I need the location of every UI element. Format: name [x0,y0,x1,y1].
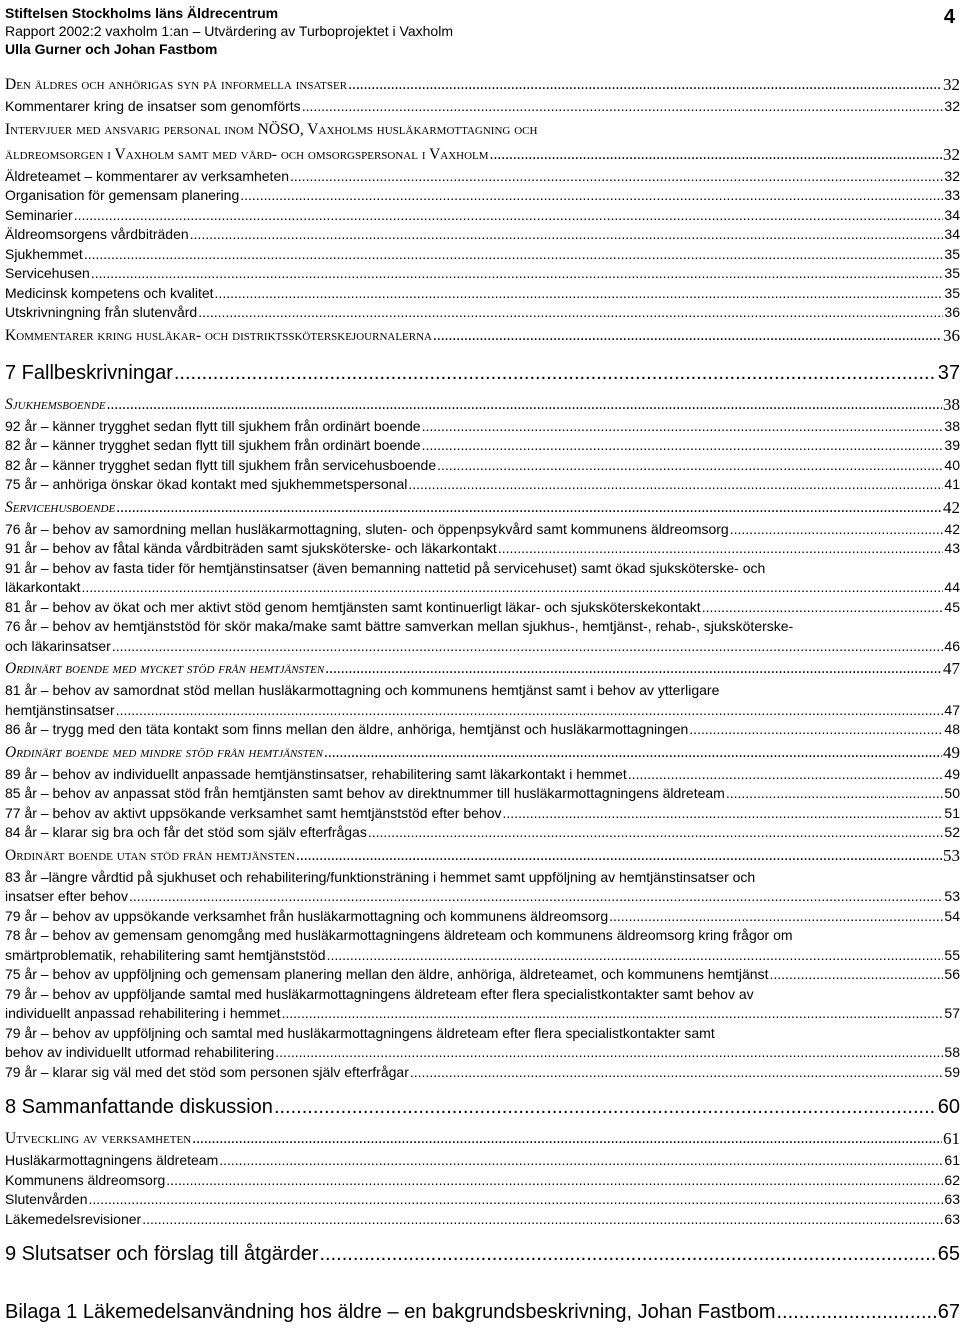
toc-entry[interactable] [5,1235,960,1273]
toc-entry-title: Utveckling av verksamheten [5,1130,192,1147]
toc-entry[interactable] [5,456,960,476]
toc-entry[interactable] [5,1190,960,1210]
toc-entry-page: 36 [943,325,960,345]
dot-leader [368,823,944,843]
dot-leader [503,804,944,824]
toc-entry-title: Kommentarer kring de insatser som genomförts [5,98,301,114]
toc-entry[interactable] [5,637,960,657]
header-authors: Ulla Gurner och Johan Fastbom [5,41,218,57]
dot-leader [81,578,943,598]
toc-entry-title: äldreomsorgen i Vaxholm samt med vård- och omsorgspersonal i Vaxholm [5,145,489,163]
toc-entry-title: hemtjänstinsatser [5,701,115,718]
toc-entry-page: 32 [943,144,960,164]
toc-entry-page: 47 [944,701,960,718]
dot-leader [129,887,943,907]
toc-entry[interactable] [5,495,960,520]
dot-leader [190,225,944,245]
toc-entry-page: 52 [944,824,960,840]
toc-entry-title: 92 år – känner trygghet sedan flytt till sjukhem från ordinärt boende [5,417,421,434]
table-of-contents [5,72,960,1331]
toc-entry[interactable] [5,186,960,206]
toc-entry-title: Servicehusboende [5,498,116,516]
toc-entry-title: Organisation för gemensam planering [5,187,240,203]
dot-leader [433,323,942,348]
toc-entry-title: läkarkontakt [5,579,81,595]
toc-entry-page: 49 [944,765,960,782]
toc-entry-title: Kommentarer kring husläkar- och distriktssköterskejournalerna [5,326,432,344]
toc-entry[interactable] [5,720,960,740]
toc-entry[interactable] [5,245,960,265]
toc-entry-title: Sjukhemsboende [5,395,106,413]
toc-entry-page: 49 [943,742,960,762]
dot-leader [219,1151,943,1171]
toc-entry[interactable] [5,843,960,868]
dot-leader [702,598,944,618]
toc-entry[interactable] [5,887,960,907]
header-organisation: Stiftelsen Stockholms läns Äldrecentrum [5,5,279,21]
toc-entry-line[interactable]: 83 år –längre vårdtid på sjukhuset och rehabilitering/funktionsträning i hemmet samt uppföljning av hemtjänstinsatser och [5,868,756,885]
toc-entry-title: 91 år – behov av fåtal kända vårdbiträden samt sjuksköterske- och läkarkontakt [5,540,497,556]
dot-leader [777,1293,937,1331]
dot-leader [324,740,942,765]
toc-entry[interactable] [5,97,960,117]
toc-entry-title: Den äldres och anhörigas syn på informella insatser [5,76,348,93]
toc-entry-title: Sjukhemmet [5,245,83,262]
dot-leader [166,1171,943,1191]
toc-entry-page: 42 [943,497,960,517]
toc-entry-page: 35 [944,245,960,262]
toc-entry-page: 37 [937,361,960,384]
toc-entry-title: smärtproblematik, rehabilitering samt hemtjänststöd [5,946,326,963]
toc-entry-page: 56 [944,966,960,982]
dot-leader [327,946,944,966]
toc-entry-page: 38 [944,417,960,434]
dot-leader [89,1190,944,1210]
toc-entry-page: 62 [944,1171,960,1188]
toc-entry-title: Seminarier [5,206,73,223]
toc-entry-title: 8 Sammanfattande diskussion [5,1096,273,1118]
toc-entry[interactable] [5,784,960,804]
toc-entry[interactable] [5,701,960,721]
toc-entry-title: Äldreomsorgens vårdbiträden [5,226,189,242]
toc-entry[interactable] [5,520,960,540]
toc-entry-page: 35 [944,265,960,281]
toc-entry-title: 7 Fallbeskrivningar [5,361,173,384]
dot-leader [410,1063,944,1083]
toc-entry-title: insatser efter behov [5,888,128,904]
spacer [5,1273,960,1293]
toc-entry-page: 43 [944,540,960,556]
toc-entry-page: 35 [944,284,960,301]
toc-entry-page: 53 [944,888,960,904]
toc-entry[interactable] [5,1063,960,1083]
toc-entry-title: 77 år – behov av aktivt uppsökande verksamhet samt hemtjänststöd efter behov [5,804,502,821]
toc-entry[interactable] [5,965,960,985]
toc-entry-page: 61 [943,1129,960,1148]
toc-entry[interactable] [5,907,960,927]
toc-entry-page: 63 [944,1191,960,1207]
toc-entry[interactable] [5,765,960,785]
dot-leader [74,206,944,226]
toc-entry-title: Ordinärt boende med mycket stöd från hemtjänsten [5,660,325,677]
toc-entry[interactable] [5,284,960,304]
dot-leader [422,436,944,456]
toc-entry-title: 79 år – klarar sig väl med det stöd som personen själv efterfrågar [5,1063,409,1080]
dot-leader [192,1126,942,1151]
toc-entry-line[interactable]: 78 år – behov av gemensam genomgång med husläkarmottagningens äldreteam och kommunens äldreomsorg kring frågor om [5,927,793,943]
dot-leader [490,142,942,167]
toc-entry-title: Ordinärt boende utan stöd från hemtjänsten [5,846,295,864]
toc-entry-page: 39 [944,437,960,453]
toc-entry-page: 67 [937,1301,960,1323]
toc-entry[interactable] [5,142,960,167]
toc-entry-page: 32 [944,167,960,184]
toc-entry-page: 32 [944,98,960,114]
toc-entry-page: 60 [937,1096,960,1118]
toc-entry[interactable] [5,167,960,187]
toc-entry[interactable] [5,1151,960,1171]
dot-leader [348,72,942,97]
dot-leader [422,417,944,437]
toc-entry-page: 65 [937,1243,960,1265]
toc-entry-page: 41 [944,476,960,492]
dot-leader [726,784,944,804]
header-report-title: Rapport 2002:2 vaxholm 1:an – Utvärdering av Turboprojektet i Vaxholm [5,23,453,39]
toc-entry-title: Läkemedelsrevisioner [5,1210,142,1227]
toc-entry-line[interactable]: 81 år – behov av samordnat stöd mellan husläkarmottagning och kommunens hemtjänst samt i behov av ytterligare [5,682,720,698]
dot-leader [290,167,943,187]
toc-entry[interactable] [5,436,960,456]
dot-leader [215,284,944,304]
running-header [5,4,453,58]
dot-leader [274,1088,937,1126]
toc-entry[interactable] [5,1043,960,1063]
toc-entry[interactable] [5,539,960,559]
toc-entry-page: 46 [944,637,960,654]
toc-entry-title: Kommunens äldreomsorg [5,1171,166,1188]
toc-entry[interactable] [5,804,960,824]
toc-entry[interactable] [5,206,960,226]
toc-entry-title: Utskrivningning från slutenvård [5,304,198,320]
dot-leader [437,456,943,476]
toc-entry-line[interactable]: 79 år – behov av uppföljande samtal med husläkarmottagningens äldreteam efter flera specialistkontakter samt behov av [5,985,754,1002]
toc-entry-page: 34 [944,226,960,242]
toc-entry[interactable] [5,264,960,284]
dot-leader [116,701,944,721]
toc-entry[interactable] [5,1293,960,1331]
toc-entry-line[interactable]: 79 år – behov av uppföljning och samtal med husläkarmottagningens äldreteam efter flera specialistkontakter samt [5,1024,715,1041]
toc-entry[interactable] [5,475,960,495]
toc-entry-page: 55 [944,946,960,963]
toc-entry-page: 59 [944,1063,960,1080]
toc-entry[interactable] [5,225,960,245]
dot-leader [107,392,942,417]
toc-entry-title: 82 år – känner trygghet sedan flytt till sjukhem från servicehusboende [5,456,437,473]
toc-entry-page: 34 [944,206,960,223]
toc-entry[interactable] [5,1210,960,1230]
toc-entry-title: 75 år – anhöriga önskar ökad kontakt med sjukhemmetspersonal [5,476,408,492]
toc-entry-page: 61 [944,1152,960,1168]
dot-leader [730,520,944,540]
toc-entry-title: Intervjuer med ansvarig personal inom NÖSO, Vaxholms husläkarmottagning och [5,120,538,138]
toc-entry-title: 86 år – trygg med den täta kontakt som finns mellan den äldre, anhöriga, hemtjänst och husläkarmottagningen [5,721,689,737]
dot-leader [240,186,943,206]
dot-leader [275,1043,943,1063]
toc-entry[interactable] [5,1088,960,1126]
dot-leader [408,475,943,495]
toc-entry-title: 9 Slutsatser och förslag till åtgärder [5,1243,319,1265]
page-number: 4 [943,6,955,28]
toc-entry-page: 33 [944,187,960,203]
toc-entry-title: Slutenvården [5,1191,88,1207]
toc-entry-title: 85 år – behov av anpassat stöd från hemtjänsten samt behov av direktnummer till husläkarmottagningens äldreteam [5,785,725,801]
toc-entry[interactable] [5,578,960,598]
toc-entry[interactable] [5,72,960,97]
toc-entry[interactable] [5,598,960,618]
toc-entry-page: 32 [943,75,960,94]
toc-entry[interactable] [5,303,960,323]
toc-entry-title: 89 år – behov av individuellt anpassade hemtjänstinsatser, rehabilitering samt läkarkontakt i hemmet [5,765,627,782]
dot-leader [116,495,942,520]
toc-entry-line[interactable]: 76 år – behov av hemtjänststöd för skör maka/make samt bättre samverkan mellan sjukhus-, hemtjänst-, rehab-, sjuksköterske- [5,618,794,634]
toc-entry-page: 54 [944,907,960,924]
toc-entry[interactable] [5,392,960,417]
toc-entry-title: Medicinsk kompetens och kvalitet [5,284,214,301]
toc-entry[interactable] [5,946,960,966]
toc-entry-title: 75 år – behov av uppföljning och gemensam planering mellan den äldre, anhöriga, äldreteamet, och kommunens hemtjänst [5,966,769,982]
dot-leader [628,765,944,785]
toc-entry[interactable] [5,117,960,142]
toc-entry-title: 82 år – känner trygghet sedan flytt till sjukhem från ordinärt boende [5,437,421,453]
toc-entry-title: behov av individuellt utformad rehabilitering [5,1044,275,1060]
toc-entry-title: och läkarinsatser [5,637,111,654]
toc-entry[interactable] [5,354,960,392]
toc-entry-page: 44 [944,579,960,595]
dot-leader [84,245,944,265]
toc-entry-page: 45 [944,598,960,615]
toc-entry[interactable] [5,823,960,843]
toc-entry-page: 36 [944,304,960,320]
dot-leader [609,907,943,927]
toc-entry-line[interactable]: 91 år – behov av fasta tider för hemtjänstinsatser (även bemanning nattetid på servicehuset) samt ökad sjuksköterske- och [5,559,766,576]
dot-leader [769,965,943,985]
toc-entry-page: 58 [944,1044,960,1060]
toc-entry-page: 47 [943,659,960,678]
dot-leader [296,843,942,868]
toc-entry-title: Servicehusen [5,265,90,281]
dot-leader [498,539,944,559]
toc-entry-page: 63 [944,1210,960,1227]
dot-leader [689,720,943,740]
dot-leader [174,354,937,392]
toc-entry-title: 79 år – behov av uppsökande verksamhet från husläkarmottagning och kommunens äldreomsorg [5,907,609,924]
dot-leader [325,656,942,681]
toc-entry-page: 57 [944,1005,960,1021]
dot-leader [91,264,944,284]
dot-leader [112,637,944,657]
toc-entry-page: 51 [944,804,960,821]
dot-leader [302,97,944,117]
toc-entry-page: 50 [944,785,960,801]
toc-entry-title: Ordinärt boende med mindre stöd från hemtjänsten [5,743,323,761]
toc-entry-title: Husläkarmottagningens äldreteam [5,1152,219,1168]
toc-entry[interactable] [5,417,960,437]
toc-entry-title: 76 år – behov av samordning mellan husläkarmottagning, sluten- och öppenpsykvård samt kommunens äldreomsorg [5,520,729,537]
toc-entry[interactable] [5,323,960,348]
toc-entry[interactable] [5,740,960,765]
dot-leader [320,1235,937,1273]
dot-leader [282,1004,944,1024]
toc-entry[interactable] [5,656,960,681]
toc-entry-title: 84 år – klarar sig bra och får det stöd som själv efterfrågas [5,824,367,840]
toc-entry[interactable] [5,1171,960,1191]
toc-entry-title: 81 år – behov av ökat och mer aktivt stöd genom hemtjänsten samt kontinuerligt läkar- och sjuksköterskekontakt [5,598,701,615]
toc-entry[interactable] [5,1126,960,1151]
toc-entry-title: Äldreteamet – kommentarer av verksamheten [5,167,290,184]
toc-entry-page: 42 [944,520,960,537]
toc-entry[interactable] [5,1004,960,1024]
toc-entry-title: individuellt anpassad rehabilitering i hemmet [5,1005,281,1021]
toc-entry-title: Bilaga 1 Läkemedelsanvändning hos äldre – en bakgrundsbeskrivning, Johan Fastbom [5,1301,776,1323]
toc-entry-page: 48 [944,721,960,737]
dot-leader [142,1210,943,1230]
toc-entry-page: 38 [943,394,960,414]
toc-entry-page: 53 [943,845,960,865]
dot-leader [198,303,943,323]
toc-entry-page: 40 [944,456,960,473]
